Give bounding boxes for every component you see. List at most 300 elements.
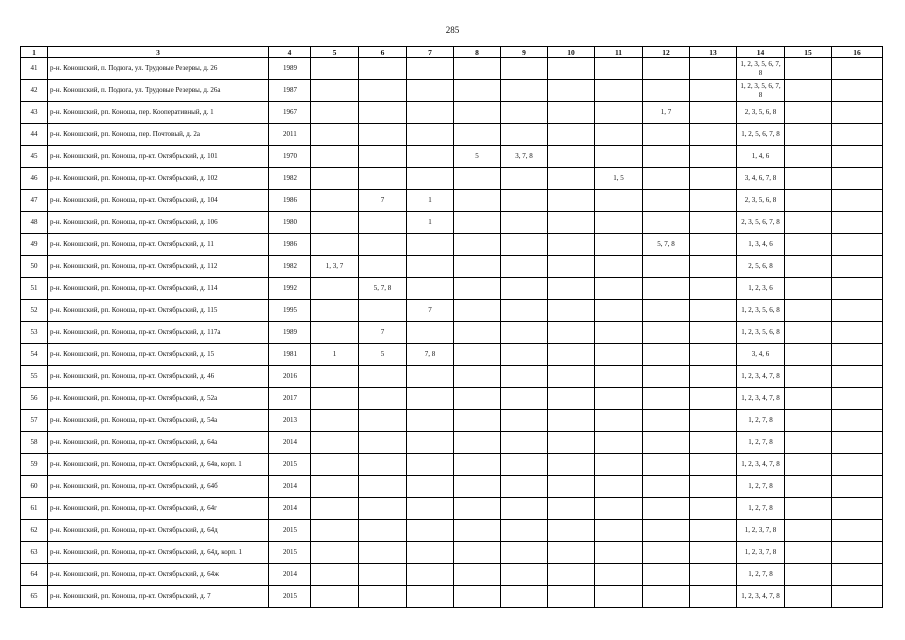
table-cell <box>454 322 501 344</box>
table-cell <box>501 322 548 344</box>
address-cell: р-н. Коношский, рп. Коноша, пр-кт. Октябрьский, д. 64д, корп. 1 <box>48 542 269 564</box>
table-cell <box>643 146 690 168</box>
table-cell <box>359 542 407 564</box>
table-cell <box>832 498 883 520</box>
address-cell: р-н. Коношский, рп. Коноша, пр-кт. Октябрьский, д. 64б <box>48 476 269 498</box>
table-cell <box>454 366 501 388</box>
column-header: 15 <box>785 47 832 58</box>
table-cell <box>359 520 407 542</box>
table-cell <box>595 278 643 300</box>
address-cell: р-н. Коношский, рп. Коноша, пр-кт. Октябрьский, д. 7 <box>48 586 269 608</box>
table-cell <box>407 542 454 564</box>
table-cell <box>407 80 454 102</box>
table-cell <box>595 322 643 344</box>
table-cell <box>311 454 359 476</box>
table-cell: 3, 7, 8 <box>501 146 548 168</box>
table-cell <box>643 124 690 146</box>
table-cell <box>311 58 359 80</box>
year-cell: 1967 <box>269 102 311 124</box>
table-cell <box>643 586 690 608</box>
table-cell <box>548 520 595 542</box>
table-row <box>21 102 883 124</box>
address-cell: р-н. Коношский, рп. Коноша, пер. Почтовый, д. 2а <box>48 124 269 146</box>
table-cell <box>407 102 454 124</box>
table-cell: 1, 2, 7, 8 <box>737 476 785 498</box>
table-cell <box>785 146 832 168</box>
table-cell <box>832 432 883 454</box>
table-cell <box>311 168 359 190</box>
table-row <box>21 322 883 344</box>
table-cell <box>785 476 832 498</box>
table-cell <box>595 520 643 542</box>
table-cell <box>407 168 454 190</box>
row-number-cell: 61 <box>21 498 48 520</box>
table-row <box>21 58 883 80</box>
table-cell <box>832 476 883 498</box>
table-cell: 1, 2, 3, 5, 6, 8 <box>737 322 785 344</box>
table-cell <box>407 388 454 410</box>
table-row <box>21 388 883 410</box>
table-cell <box>832 410 883 432</box>
table-cell <box>690 476 737 498</box>
table-cell <box>311 322 359 344</box>
table-cell <box>643 432 690 454</box>
address-cell: р-н. Коношский, рп. Коноша, пр-кт. Октябрьский, д. 102 <box>48 168 269 190</box>
table-cell <box>454 564 501 586</box>
table-cell: 3, 4, 6 <box>737 344 785 366</box>
table-cell: 1, 2, 3, 6 <box>737 278 785 300</box>
table-cell <box>643 542 690 564</box>
table-row <box>21 586 883 608</box>
year-cell: 2011 <box>269 124 311 146</box>
address-cell: р-н. Коношский, рп. Коноша, пр-кт. Октябрьский, д. 64ж <box>48 564 269 586</box>
table-cell <box>407 58 454 80</box>
table-cell <box>501 256 548 278</box>
address-cell: р-н. Коношский, рп. Коноша, пр-кт. Октябрьский, д. 11 <box>48 234 269 256</box>
header-row <box>21 47 883 58</box>
table-cell <box>595 124 643 146</box>
table-cell <box>454 58 501 80</box>
table-cell <box>311 410 359 432</box>
row-number-cell: 43 <box>21 102 48 124</box>
table-cell <box>832 124 883 146</box>
table-cell <box>785 432 832 454</box>
table-cell <box>595 432 643 454</box>
table-cell <box>548 410 595 432</box>
table-cell <box>690 410 737 432</box>
table-cell <box>359 300 407 322</box>
table-row <box>21 124 883 146</box>
table-cell <box>785 58 832 80</box>
table-cell <box>548 80 595 102</box>
table-cell <box>595 58 643 80</box>
table-row <box>21 278 883 300</box>
year-cell: 1982 <box>269 168 311 190</box>
table-cell <box>785 586 832 608</box>
table-cell <box>690 234 737 256</box>
table-cell: 7, 8 <box>407 344 454 366</box>
table-cell <box>311 212 359 234</box>
address-cell: р-н. Коношский, рп. Коноша, пр-кт. Октябрьский, д. 101 <box>48 146 269 168</box>
table-cell <box>785 80 832 102</box>
table-cell <box>501 410 548 432</box>
table-body <box>21 58 883 608</box>
table-cell <box>359 366 407 388</box>
table-cell <box>311 388 359 410</box>
row-number-cell: 46 <box>21 168 48 190</box>
table-cell <box>359 234 407 256</box>
row-number-cell: 48 <box>21 212 48 234</box>
row-number-cell: 59 <box>21 454 48 476</box>
table-cell <box>785 454 832 476</box>
table-row <box>21 80 883 102</box>
table-cell <box>643 212 690 234</box>
year-cell: 2014 <box>269 564 311 586</box>
address-cell: р-н. Коношский, рп. Коноша, пр-кт. Октябрьский, д. 106 <box>48 212 269 234</box>
table-cell: 5 <box>359 344 407 366</box>
table-row <box>21 366 883 388</box>
address-cell: р-н. Коношский, рп. Коноша, пр-кт. Октябрьский, д. 114 <box>48 278 269 300</box>
column-header: 4 <box>269 47 311 58</box>
table-cell <box>548 366 595 388</box>
year-cell: 1986 <box>269 190 311 212</box>
table-cell: 7 <box>407 300 454 322</box>
table-cell <box>359 476 407 498</box>
table-cell <box>548 58 595 80</box>
address-cell: р-н. Коношский, рп. Коноша, пр-кт. Октябрьский, д. 64д <box>48 520 269 542</box>
table-cell <box>785 344 832 366</box>
table-cell <box>690 322 737 344</box>
table-row <box>21 212 883 234</box>
table-cell <box>454 410 501 432</box>
table-cell <box>785 124 832 146</box>
table-row <box>21 410 883 432</box>
table-cell <box>454 498 501 520</box>
address-cell: р-н. Коношский, п. Подюга, ул. Трудовые Резервы, д. 26а <box>48 80 269 102</box>
column-header: 8 <box>454 47 501 58</box>
row-number-cell: 65 <box>21 586 48 608</box>
table-cell <box>407 256 454 278</box>
table-cell <box>454 542 501 564</box>
table-cell <box>832 542 883 564</box>
table-cell <box>501 58 548 80</box>
year-cell: 1987 <box>269 80 311 102</box>
table-cell <box>359 410 407 432</box>
table-cell <box>595 80 643 102</box>
table-cell <box>643 278 690 300</box>
column-header: 3 <box>48 47 269 58</box>
table-cell <box>359 80 407 102</box>
table-cell: 1, 2, 3, 5, 6, 8 <box>737 300 785 322</box>
row-number-cell: 53 <box>21 322 48 344</box>
table-cell <box>311 124 359 146</box>
column-header: 10 <box>548 47 595 58</box>
table-cell <box>548 256 595 278</box>
table-cell <box>690 146 737 168</box>
table-cell <box>785 256 832 278</box>
table-cell <box>785 366 832 388</box>
table-cell <box>501 564 548 586</box>
row-number-cell: 45 <box>21 146 48 168</box>
table-cell <box>501 300 548 322</box>
table-cell: 1, 2, 3, 7, 8 <box>737 542 785 564</box>
table-cell: 1, 3, 4, 6 <box>737 234 785 256</box>
table-cell: 1, 2, 3, 4, 7, 8 <box>737 388 785 410</box>
table-cell <box>454 168 501 190</box>
table-cell <box>690 256 737 278</box>
table-cell: 1, 2, 5, 6, 7, 8 <box>737 124 785 146</box>
table-cell <box>785 102 832 124</box>
table-cell: 7 <box>359 322 407 344</box>
address-cell: р-н. Коношский, рп. Коноша, пер. Кооперативный, д. 1 <box>48 102 269 124</box>
table-cell <box>359 388 407 410</box>
table-cell <box>832 388 883 410</box>
table-cell <box>311 564 359 586</box>
table-row <box>21 256 883 278</box>
table-row <box>21 454 883 476</box>
table-cell: 5 <box>454 146 501 168</box>
table-cell <box>454 278 501 300</box>
table-cell <box>785 410 832 432</box>
table-cell <box>690 168 737 190</box>
table-row <box>21 542 883 564</box>
registry-table <box>20 46 883 608</box>
year-cell: 1986 <box>269 234 311 256</box>
table-cell <box>832 102 883 124</box>
table-row <box>21 564 883 586</box>
year-cell: 2017 <box>269 388 311 410</box>
table-cell <box>454 300 501 322</box>
table-cell <box>311 476 359 498</box>
table-cell: 1, 2, 3, 4, 7, 8 <box>737 366 785 388</box>
address-cell: р-н. Коношский, рп. Коноша, пр-кт. Октябрьский, д. 117а <box>48 322 269 344</box>
table-cell <box>311 586 359 608</box>
table-cell <box>548 234 595 256</box>
table-cell <box>785 278 832 300</box>
table-cell <box>643 498 690 520</box>
page-number: 285 <box>445 25 460 35</box>
table-cell <box>548 168 595 190</box>
row-number-cell: 64 <box>21 564 48 586</box>
table-cell <box>643 58 690 80</box>
table-cell <box>690 520 737 542</box>
table-cell <box>595 388 643 410</box>
table-cell <box>690 102 737 124</box>
table-cell <box>359 256 407 278</box>
table-row <box>21 146 883 168</box>
table-cell <box>690 124 737 146</box>
year-cell: 1989 <box>269 58 311 80</box>
table-cell <box>454 234 501 256</box>
table-cell <box>643 256 690 278</box>
table-cell <box>407 432 454 454</box>
table-cell <box>595 256 643 278</box>
table-cell <box>548 124 595 146</box>
table-cell <box>595 234 643 256</box>
table-cell <box>832 256 883 278</box>
table-cell <box>595 454 643 476</box>
year-cell: 2015 <box>269 520 311 542</box>
table-cell: 2, 5, 6, 8 <box>737 256 785 278</box>
table-cell <box>690 366 737 388</box>
year-cell: 2015 <box>269 454 311 476</box>
table-cell: 1, 2, 3, 4, 7, 8 <box>737 454 785 476</box>
table-cell <box>643 388 690 410</box>
table-cell <box>548 564 595 586</box>
table-row <box>21 300 883 322</box>
table-cell <box>311 80 359 102</box>
row-number-cell: 55 <box>21 366 48 388</box>
table-cell <box>407 322 454 344</box>
table-row <box>21 168 883 190</box>
address-cell: р-н. Коношский, рп. Коноша, пр-кт. Октябрьский, д. 104 <box>48 190 269 212</box>
table-cell <box>454 476 501 498</box>
table-cell <box>501 366 548 388</box>
table-cell <box>595 344 643 366</box>
table-cell <box>643 300 690 322</box>
table-cell <box>643 344 690 366</box>
table-cell <box>785 168 832 190</box>
table-cell: 1, 2, 7, 8 <box>737 432 785 454</box>
table-cell: 5, 7, 8 <box>359 278 407 300</box>
table-cell: 1, 3, 7 <box>311 256 359 278</box>
table-cell <box>311 300 359 322</box>
row-number-cell: 57 <box>21 410 48 432</box>
table-cell <box>595 498 643 520</box>
table-cell <box>832 168 883 190</box>
table-cell <box>359 586 407 608</box>
year-cell: 2015 <box>269 542 311 564</box>
table-cell <box>690 212 737 234</box>
column-header: 6 <box>359 47 407 58</box>
row-number-cell: 52 <box>21 300 48 322</box>
table-cell <box>690 454 737 476</box>
table-cell <box>501 432 548 454</box>
table-cell <box>643 476 690 498</box>
table-cell <box>643 366 690 388</box>
table-cell <box>548 102 595 124</box>
table-cell <box>311 278 359 300</box>
table-cell <box>454 102 501 124</box>
table-cell <box>548 498 595 520</box>
table-cell <box>832 322 883 344</box>
table-cell <box>595 564 643 586</box>
table-cell <box>690 498 737 520</box>
table-cell <box>359 454 407 476</box>
year-cell: 2015 <box>269 586 311 608</box>
row-number-cell: 50 <box>21 256 48 278</box>
address-cell: р-н. Коношский, рп. Коноша, пр-кт. Октябрьский, д. 64а <box>48 432 269 454</box>
table-cell <box>548 344 595 366</box>
table-cell <box>501 278 548 300</box>
table-cell <box>785 212 832 234</box>
table-cell: 2, 3, 5, 6, 8 <box>737 190 785 212</box>
table-cell: 2, 3, 5, 6, 7, 8 <box>737 212 785 234</box>
column-header: 1 <box>21 47 48 58</box>
table-cell <box>548 542 595 564</box>
table-cell <box>454 586 501 608</box>
table-cell <box>785 300 832 322</box>
table-cell <box>454 388 501 410</box>
year-cell: 2016 <box>269 366 311 388</box>
row-number-cell: 63 <box>21 542 48 564</box>
table-cell <box>501 344 548 366</box>
table-cell <box>643 410 690 432</box>
address-cell: р-н. Коношский, рп. Коноша, пр-кт. Октябрьский, д. 115 <box>48 300 269 322</box>
table-cell <box>407 234 454 256</box>
table-cell <box>454 520 501 542</box>
table-cell <box>501 212 548 234</box>
table-cell <box>785 498 832 520</box>
table-cell <box>407 124 454 146</box>
table-cell <box>359 498 407 520</box>
year-cell: 1980 <box>269 212 311 234</box>
table-cell <box>832 80 883 102</box>
table-row <box>21 234 883 256</box>
year-cell: 1981 <box>269 344 311 366</box>
column-header: 12 <box>643 47 690 58</box>
table-cell: 1, 7 <box>643 102 690 124</box>
table-cell <box>311 234 359 256</box>
table-cell <box>311 498 359 520</box>
table-cell <box>595 366 643 388</box>
table-cell <box>832 300 883 322</box>
table-cell <box>407 564 454 586</box>
table-cell <box>832 146 883 168</box>
table-cell <box>785 322 832 344</box>
table-cell <box>690 80 737 102</box>
table-cell <box>785 388 832 410</box>
table-cell <box>785 234 832 256</box>
row-number-cell: 56 <box>21 388 48 410</box>
table-cell <box>785 542 832 564</box>
table-cell <box>690 542 737 564</box>
table-cell <box>359 432 407 454</box>
row-number-cell: 44 <box>21 124 48 146</box>
table-cell <box>407 498 454 520</box>
table-cell <box>501 124 548 146</box>
table-cell <box>832 234 883 256</box>
table-cell <box>832 212 883 234</box>
address-cell: р-н. Коношский, рп. Коноша, пр-кт. Октябрьский, д. 112 <box>48 256 269 278</box>
year-cell: 1989 <box>269 322 311 344</box>
column-header: 14 <box>737 47 785 58</box>
table-cell <box>501 454 548 476</box>
row-number-cell: 60 <box>21 476 48 498</box>
table-cell <box>454 256 501 278</box>
table-cell <box>407 366 454 388</box>
table-cell <box>548 322 595 344</box>
year-cell: 2014 <box>269 476 311 498</box>
table-cell <box>359 124 407 146</box>
table-cell: 1 <box>407 190 454 212</box>
table-cell <box>407 476 454 498</box>
table-cell <box>311 102 359 124</box>
table-cell <box>595 476 643 498</box>
table-cell: 5, 7, 8 <box>643 234 690 256</box>
table-cell <box>785 520 832 542</box>
year-cell: 1995 <box>269 300 311 322</box>
table-cell: 1, 2, 7, 8 <box>737 410 785 432</box>
table-cell <box>311 190 359 212</box>
table-cell <box>690 432 737 454</box>
row-number-cell: 62 <box>21 520 48 542</box>
table-cell <box>407 278 454 300</box>
table-cell <box>832 58 883 80</box>
table-cell <box>359 58 407 80</box>
table-row <box>21 190 883 212</box>
table-cell <box>548 586 595 608</box>
